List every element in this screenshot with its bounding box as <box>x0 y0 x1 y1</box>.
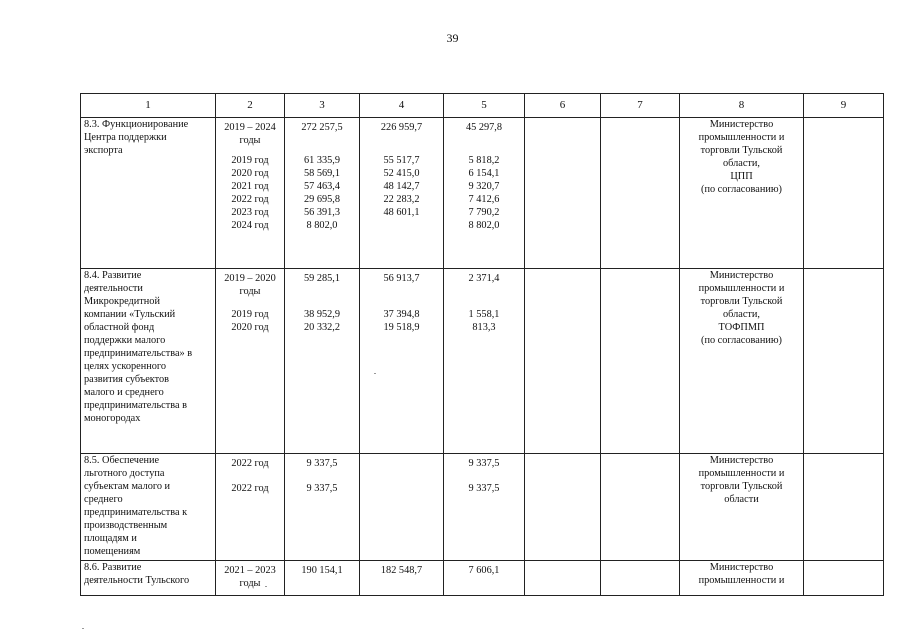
executor-line: промышленности и <box>698 575 785 586</box>
year-value: 7 790,2 <box>468 207 500 218</box>
year-label: 2019 год <box>231 155 269 166</box>
total-value: 45 297,8 <box>465 122 503 133</box>
measure-name-line: компании «Тульский <box>84 309 176 320</box>
executor-line: области, <box>723 158 760 169</box>
header-row <box>81 94 884 118</box>
year-value: 8 802,0 <box>306 220 338 231</box>
executor-cell <box>680 118 804 269</box>
table-row <box>81 269 884 454</box>
empty-cell-col9 <box>804 269 884 454</box>
measure-name-line: среднего <box>84 494 123 505</box>
measure-name-line: Центра поддержки <box>84 132 167 143</box>
empty-cell-col7 <box>601 454 680 561</box>
measure-name-line: льготного доступа <box>84 468 165 479</box>
period-line: 2019 – 2020 <box>224 273 276 284</box>
measure-name-line: 8.3. Функционирование <box>84 119 189 130</box>
executor-line: промышленности и <box>698 283 785 294</box>
measure-name-line: областной фонд <box>84 322 155 333</box>
amount-cell-col5 <box>444 118 525 269</box>
year-value: 19 518,9 <box>383 322 420 333</box>
measure-name-cell <box>81 118 216 269</box>
empty-cell-col9 <box>804 561 884 596</box>
executor-line: торговли Тульской <box>700 296 783 307</box>
total-value: 190 154,1 <box>301 565 343 576</box>
year-label: 2022 год <box>231 483 269 494</box>
executor-line: торговли Тульской <box>700 481 783 492</box>
measure-name-line: предпринимательства» в <box>84 348 193 359</box>
year-value: 1 558,1 <box>468 309 500 320</box>
header-col-8: 8 <box>680 94 804 118</box>
measure-name-line: целях ускоренного <box>84 361 167 372</box>
measure-name-line: Микрокредитной <box>84 296 160 307</box>
period-line: годы <box>239 578 261 589</box>
measure-name-line: поддержки малого <box>84 335 166 346</box>
total-value: 226 959,7 <box>380 122 423 133</box>
period-line: годы <box>239 286 261 297</box>
total-value: 272 257,5 <box>301 122 343 133</box>
year-value: 20 332,2 <box>303 322 341 333</box>
empty-cell-col6 <box>525 118 601 269</box>
executor-line: Министерство <box>709 119 774 130</box>
period-line: 2021 – 2023 <box>224 565 276 576</box>
executor-line: промышленности и <box>698 468 785 479</box>
table-row <box>81 118 884 269</box>
period-line: 2019 – 2024 <box>224 122 276 133</box>
program-table <box>80 93 884 596</box>
amount-cell-col4 <box>360 561 444 596</box>
total-value: 182 548,7 <box>380 565 423 576</box>
measure-name-line: 8.5. Обеспечение <box>84 455 160 466</box>
measure-name-line: площадям и <box>84 533 137 544</box>
total-value: 9 337,5 <box>306 458 338 469</box>
executor-line: промышленности и <box>698 132 785 143</box>
executor-line: Министерство <box>709 270 774 281</box>
executor-line: торговли Тульской <box>700 145 783 156</box>
measure-name-line: предпринимательства в <box>84 400 187 411</box>
page-number: 39 <box>446 31 459 45</box>
year-value: 7 412,6 <box>468 194 500 205</box>
year-value: 48 142,7 <box>383 181 420 192</box>
scan-speck <box>374 373 376 374</box>
executor-line: области, <box>723 309 760 320</box>
header-col-3: 3 <box>285 94 360 118</box>
empty-cell-col7 <box>601 561 680 596</box>
measure-name-line: моногородах <box>84 413 141 424</box>
year-value: 38 952,9 <box>303 309 341 320</box>
executor-line: Министерство <box>709 455 774 466</box>
year-value: 5 818,2 <box>468 155 500 166</box>
header-col-4: 4 <box>360 94 444 118</box>
executor-line: ЦПП <box>730 171 753 182</box>
executor-line: ТОФПМП <box>718 322 765 333</box>
executor-line: (по согласованию) <box>701 335 782 346</box>
table-row <box>81 561 884 596</box>
year-value: 52 415,0 <box>383 168 420 179</box>
year-value: 6 154,1 <box>468 168 500 179</box>
year-value: 55 517,7 <box>383 155 420 166</box>
measure-name-line: помещениям <box>84 546 141 557</box>
amount-cell-col4 <box>360 269 444 454</box>
executor-cell <box>680 454 804 561</box>
amount-cell-col3 <box>285 454 360 561</box>
period-line: 2022 год <box>231 458 269 469</box>
year-value: 9 320,7 <box>468 181 500 192</box>
year-label: 2022 год <box>231 194 269 205</box>
amount-cell-col5 <box>444 561 525 596</box>
total-value: 7 606,1 <box>468 565 500 576</box>
empty-cell-col9 <box>804 118 884 269</box>
amount-cell-col5 <box>444 454 525 561</box>
empty-cell-col6 <box>525 269 601 454</box>
period-cell <box>216 454 285 561</box>
year-value: 9 337,5 <box>468 483 500 494</box>
year-label: 2020 год <box>231 168 269 179</box>
empty-cell-col6 <box>525 454 601 561</box>
measure-name-line: 8.4. Развитие <box>84 270 142 281</box>
year-value: 48 601,1 <box>383 207 420 218</box>
total-value: 59 285,1 <box>303 273 341 284</box>
year-value: 29 695,8 <box>303 194 341 205</box>
year-label: 2021 год <box>231 181 269 192</box>
measure-name-line: деятельности Тульского <box>84 575 190 586</box>
empty-cell-col9 <box>804 454 884 561</box>
year-value: 57 463,4 <box>303 181 341 192</box>
total-value: 2 371,4 <box>468 273 500 284</box>
year-value: 56 391,3 <box>303 207 341 218</box>
header-col-2: 2 <box>216 94 285 118</box>
amount-cell-col3 <box>285 561 360 596</box>
year-value: 9 337,5 <box>306 483 338 494</box>
measure-name-line: предпринимательства к <box>84 507 188 518</box>
amount-cell-col3 <box>285 269 360 454</box>
amount-cell-col3 <box>285 118 360 269</box>
year-value: 61 335,9 <box>303 155 341 166</box>
measure-name-line: развития субъектов <box>84 374 170 385</box>
measure-name-line: 8.6. Развитие <box>84 562 142 573</box>
total-value: 56 913,7 <box>383 273 420 284</box>
header-col-5: 5 <box>444 94 525 118</box>
measure-name-cell <box>81 454 216 561</box>
period-cell <box>216 269 285 454</box>
year-value: 37 394,8 <box>383 309 420 320</box>
executor-line: (по согласованию) <box>701 184 782 195</box>
year-value: 8 802,0 <box>468 220 500 231</box>
measure-name-line: экспорта <box>84 145 123 156</box>
year-value: 22 283,2 <box>383 194 420 205</box>
period-cell <box>216 561 285 596</box>
executor-line: Министерство <box>709 562 774 573</box>
amount-cell-col5 <box>444 269 525 454</box>
measure-name-line: деятельности <box>84 283 143 294</box>
amount-cell-col4 <box>360 118 444 269</box>
year-label: 2024 год <box>231 220 269 231</box>
year-label: 2020 год <box>231 322 269 333</box>
executor-line: области <box>724 494 759 505</box>
period-line: годы <box>239 135 261 146</box>
header-col-7: 7 <box>601 94 680 118</box>
scan-speck <box>265 586 267 587</box>
total-value: 9 337,5 <box>468 458 500 469</box>
measure-name-cell <box>81 269 216 454</box>
scan-speck <box>82 628 84 629</box>
header-col-6: 6 <box>525 94 601 118</box>
header-col-9: 9 <box>804 94 884 118</box>
empty-cell-col7 <box>601 269 680 454</box>
year-value: 813,3 <box>472 322 496 333</box>
measure-name-line: малого и среднего <box>84 387 164 398</box>
empty-cell-col7 <box>601 118 680 269</box>
measure-name-line: субъектам малого и <box>84 481 171 492</box>
measure-name-cell <box>81 561 216 596</box>
period-cell <box>216 118 285 269</box>
year-label: 2023 год <box>231 207 269 218</box>
table-row <box>81 454 884 561</box>
empty-cell-col6 <box>525 561 601 596</box>
measure-name-line: производственным <box>84 520 168 531</box>
year-label: 2019 год <box>231 309 269 320</box>
amount-cell-col4 <box>360 454 444 561</box>
header-col-1: 1 <box>81 94 216 118</box>
year-value: 58 569,1 <box>303 168 341 179</box>
executor-cell <box>680 269 804 454</box>
executor-cell <box>680 561 804 596</box>
